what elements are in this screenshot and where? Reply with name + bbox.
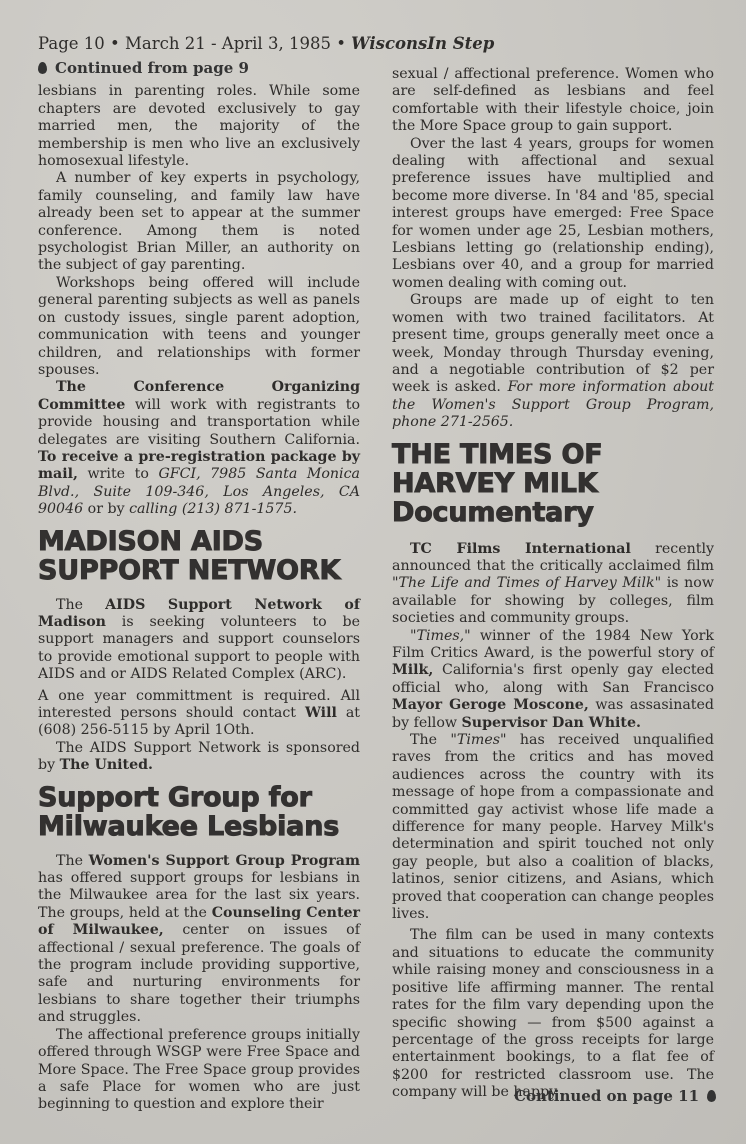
article-paragraph: lesbians in parenting roles. While some chapters are devoted exclusively to gay married men, the majority of the membership is men who live an exclusively homosexual lifestyle.	[38, 83, 360, 170]
contact-name: Will	[305, 705, 337, 721]
issue-dates: March 21 - April 3, 1985	[125, 34, 331, 53]
text-run: has offered support groups for lesbians in the Milwaukee area for the last six years. The groups, held at the	[38, 870, 360, 921]
text-run: The AIDS Support Network is sponsored by	[38, 739, 360, 774]
continued-from-text: Continued from page 9	[55, 59, 249, 77]
article-paragraph	[38, 688, 360, 740]
text-run: winner of the 1984 New York Film Critics Award, is the powerful story of	[392, 627, 714, 661]
text-run: The	[56, 852, 89, 869]
film-title: "The Life and Times of Harvey Milk"	[392, 575, 662, 592]
article-paragraph: Workshops being offered will include general parenting subjects as well as panels on custody issues, single parent adoption, communication with teens and younger children, and relationships with former spouses.	[38, 274, 360, 378]
article-paragraph	[392, 628, 714, 732]
person-name: Mayor Geroge Moscone,	[392, 697, 589, 714]
registration-callout: To receive a pre-registration package by mail,	[38, 448, 360, 483]
left-column	[38, 60, 360, 1114]
committee-name: The Conference Organizing Committee	[38, 379, 360, 413]
article-paragraph: The film can be used in many contexts and situations to educate the community while raising money and consciousness in a positive life affirming manner. The rental rates for the film vary depending upon the specific showing — from $500 against a percentage of the gross receipts for large entertainment bookings, to a flat fee of $200 for restricted classroom use. The company will be happy	[392, 927, 714, 1101]
text-run: center on issues of affectional / sexual preference. The goals of the program include providing supportive, safe and nurturing environments for lesbians to share together their triumphs and struggles.	[38, 922, 360, 1026]
article-paragraph	[38, 740, 360, 775]
text-run: California's first openly gay elected official who, along with San Francisco	[392, 662, 714, 696]
mailing-address: GFCI, 7985 Santa Monica Blvd., Suite 109-346, Los Angeles, CA 90046	[38, 466, 360, 518]
film-short-title: "Times,"	[410, 627, 471, 644]
article-paragraph	[38, 379, 360, 518]
phone-number: calling (213) 871-1575.	[129, 501, 297, 518]
text-run: has received unqualified raves from the critics and has moved audiences across the country with its message of hope from a compassionate and committed gay activist whose life made a difference for many people. Harvey Milk's determination and spirit touched not only gay people, but also a coalition of blacks, latinos, senior citizens, and Asians, which proved that cooperation can change peoples lives.	[392, 732, 714, 923]
text-run: or by	[83, 501, 130, 518]
text-run: at (608) 256-5115 by April 1Oth.	[38, 705, 361, 739]
headline-sub: Documentary	[392, 496, 594, 528]
page-header	[38, 34, 698, 53]
text-run: will work with registrants to provide housing and transportation while delegates are visiting Southern California.	[38, 396, 360, 448]
article-paragraph: The affectional preference groups initially offered through WSGP were Free Space and More Space. The Free Space group provides a safe Place for women who are just beginning to question and explore their	[38, 1026, 360, 1113]
sponsor-name: The United.	[59, 757, 153, 774]
continued-from-label	[38, 60, 360, 77]
text-run: The	[410, 732, 451, 748]
text-run: is seeking volunteers to be support managers and support counselors to provide emotional support to people with AIDS and or AIDS Related Complex (ARC).	[38, 613, 360, 683]
article-paragraph	[38, 597, 360, 684]
headline-madison-aids: MADISON AIDS SUPPORT NETWORK	[38, 525, 341, 586]
text-run: The	[56, 596, 106, 613]
person-name: Milk,	[392, 662, 434, 679]
continued-on-label	[514, 1087, 716, 1105]
page-number: Page 10	[38, 34, 105, 53]
continuation-arrow-icon	[707, 1090, 716, 1102]
text-run: A one year committment is required. All interested persons should contact	[38, 687, 360, 721]
separator-bullet: •	[336, 34, 346, 53]
center-name: Counseling Center of Milwaukee,	[38, 904, 360, 939]
info-callout: For more information about the Women's Support Group Program, phone 271-2565.	[392, 379, 714, 431]
org-name: AIDS Support Network of Madison	[38, 596, 361, 630]
article-paragraph	[392, 541, 714, 628]
text-run: was assasinated by fellow	[392, 697, 714, 731]
article-paragraph	[392, 732, 714, 923]
article-paragraph	[392, 292, 714, 431]
headline-harvey-milk	[392, 440, 714, 527]
right-column	[392, 66, 714, 1102]
article-paragraph	[38, 853, 360, 1027]
continued-on-text: Continued on page 11	[514, 1087, 700, 1105]
company-name: TC Films International	[410, 540, 631, 557]
headline-milwaukee-lesbians: Support Group for Milwaukee Lesbians	[38, 781, 340, 842]
article-paragraph: sexual / affectional preference. Women who are self-defined as lesbians and feel comfortable with their lifestyle choice, join the More Space group to gain support.	[392, 66, 714, 135]
headline-main: THE TIMES OF HARVEY MILK	[392, 438, 603, 499]
separator-bullet: •	[110, 34, 120, 53]
publication-name: WisconsIn Step	[351, 34, 495, 53]
person-name: Supervisor Dan White.	[461, 714, 641, 731]
program-name: Women's Support Group Program	[88, 852, 360, 869]
continuation-arrow-icon	[38, 62, 47, 74]
text-run: is now available for showing by colleges, film societies and community groups.	[392, 575, 714, 627]
film-short-title: "Times"	[450, 732, 507, 748]
text-run: Groups are made up of eight to ten women with two trained facilitators. At present time, groups generally meet once a week, Monday through Thursday evening, and a negotiable contribution of $2 per week is asked.	[392, 292, 714, 396]
text-run: write to	[77, 466, 159, 483]
article-paragraph: Over the last 4 years, groups for women dealing with affectional and sexual preference issues have multiplied and become more diverse. In '84 and '85, special interest groups have emerged: Free Space for women under age 25, Lesbian mothers, Lesbians letting go (relationship ending), Lesbians over 40, and a group for married women dealing with coming out.	[392, 135, 714, 291]
text-run: recently announced that the critically acclaimed film	[392, 540, 715, 574]
article-paragraph: A number of key experts in psychology, family counseling, and family law have already been set to appear at the summer conference. Among them is noted psychologist Brian Miller, an authority on the subject of gay parenting.	[38, 170, 360, 274]
